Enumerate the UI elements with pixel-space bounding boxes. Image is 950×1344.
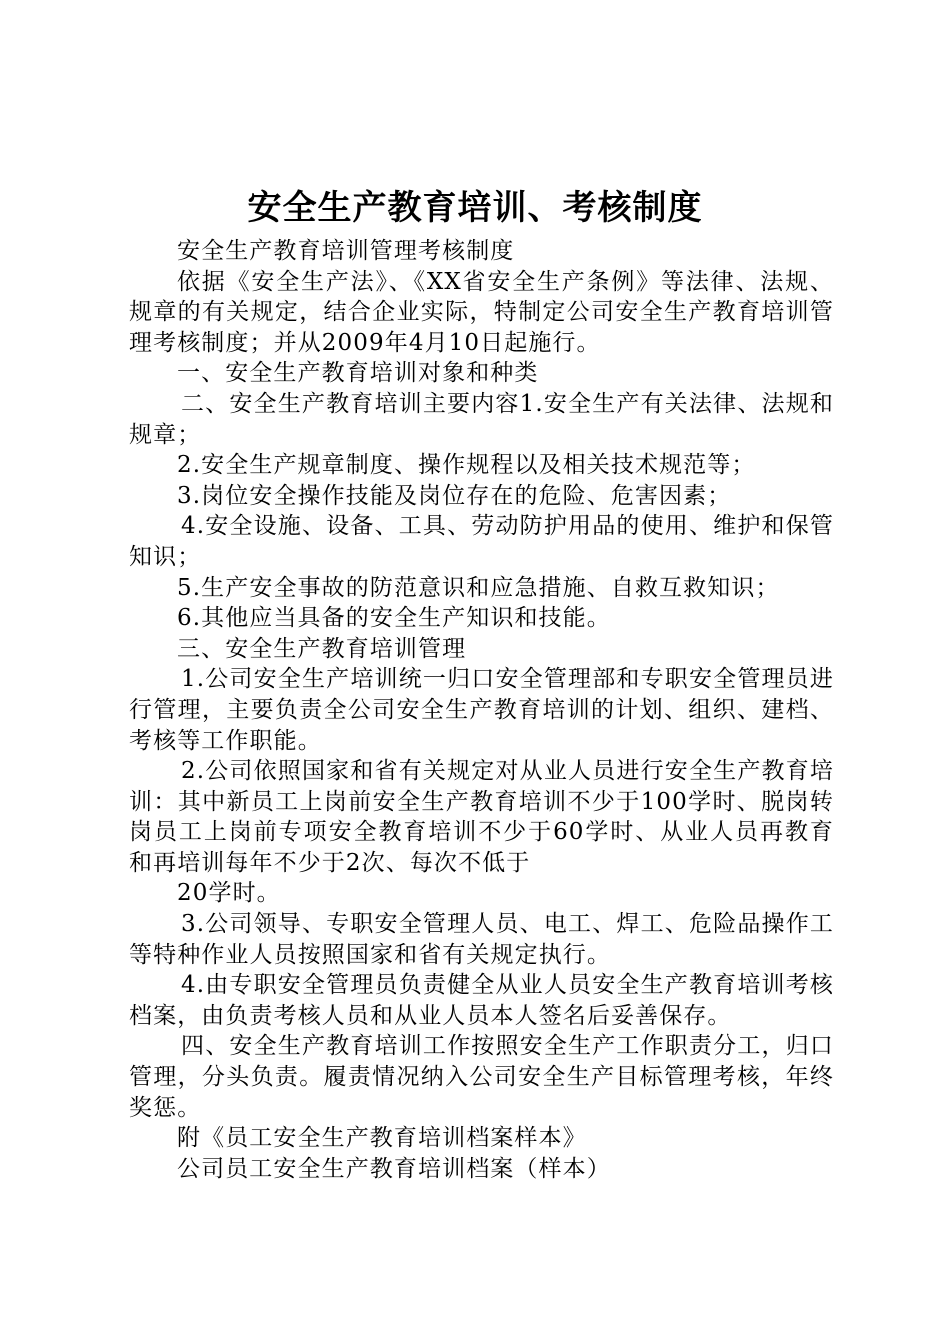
paragraph-basis: 依据《安全生产法》、《XX省安全生产条例》等法律、法规、规章的有关规定，结合企业实际，特制定公司安全生产教育培训管理考核制度；并从2009年4月10日起施行。 <box>129 268 834 356</box>
paragraph-item-2-2: 2.安全生产规章制度、操作规程以及相关技术规范等； <box>177 452 756 479</box>
paragraph-section-2: 二、安全生产教育培训主要内容1.安全生产有关法律、法规和规章； <box>129 390 834 448</box>
paragraph-subtitle: 安全生产教育培训管理考核制度 <box>177 238 515 264</box>
paragraph-item-2-3: 3.岗位安全操作技能及岗位存在的危险、危害因素； <box>177 482 732 509</box>
paragraph-item-3-1: 1.公司安全生产培训统一归口安全管理部和专职安全管理员进行管理，主要负责全公司安全生产教育培训的计划、组织、建档、考核等工作职能。 <box>129 666 834 754</box>
paragraph-section-3: 三、安全生产教育培训管理 <box>177 635 467 662</box>
document-title: 安全生产教育培训、考核制度 <box>247 188 703 228</box>
paragraph-item-2-4: 4.安全设施、设备、工具、劳动防护用品的使用、维护和保管知识； <box>129 513 834 570</box>
paragraph-attachment: 附《员工安全生产教育培训档案样本》 <box>177 1125 587 1152</box>
paragraph-archive-title: 公司员工安全生产教育培训档案（样本） <box>177 1155 611 1182</box>
paragraph-item-2-6: 6.其他应当具备的安全生产知识和技能。 <box>177 605 611 632</box>
paragraph-section-1: 一、安全生产教育培训对象和种类 <box>177 360 539 387</box>
paragraph-item-3-3: 3.公司领导、专职安全管理人员、电工、焊工、危险品操作工等特种作业人员按照国家和省有关规定执行。 <box>129 911 834 968</box>
document-body <box>129 236 834 1184</box>
paragraph-item-2-5: 5.生产安全事故的防范意识和应急措施、自救互救知识； <box>177 574 780 601</box>
paragraph-item-3-2-cont: 20学时。 <box>177 880 281 907</box>
paragraph-item-3-2: 2.公司依照国家和省有关规定对从业人员进行安全生产教育培训：其中新员工上岗前安全生产教育培训不少于100学时、脱岗转岗员工上岗前专项安全教育培训不少于60学时、从业人员再教育和再培训每年不少于2次、每次不低于 <box>129 758 834 876</box>
paragraph-section-4: 四、安全生产教育培训工作按照安全生产工作职责分工，归口管理，分头负责。履责情况纳入公司安全生产目标管理考核，年终奖惩。 <box>129 1033 834 1121</box>
paragraph-item-3-4: 4.由专职安全管理员负责健全从业人员安全生产教育培训考核档案，由负责考核人员和从业人员本人签名后妥善保存。 <box>129 972 834 1029</box>
